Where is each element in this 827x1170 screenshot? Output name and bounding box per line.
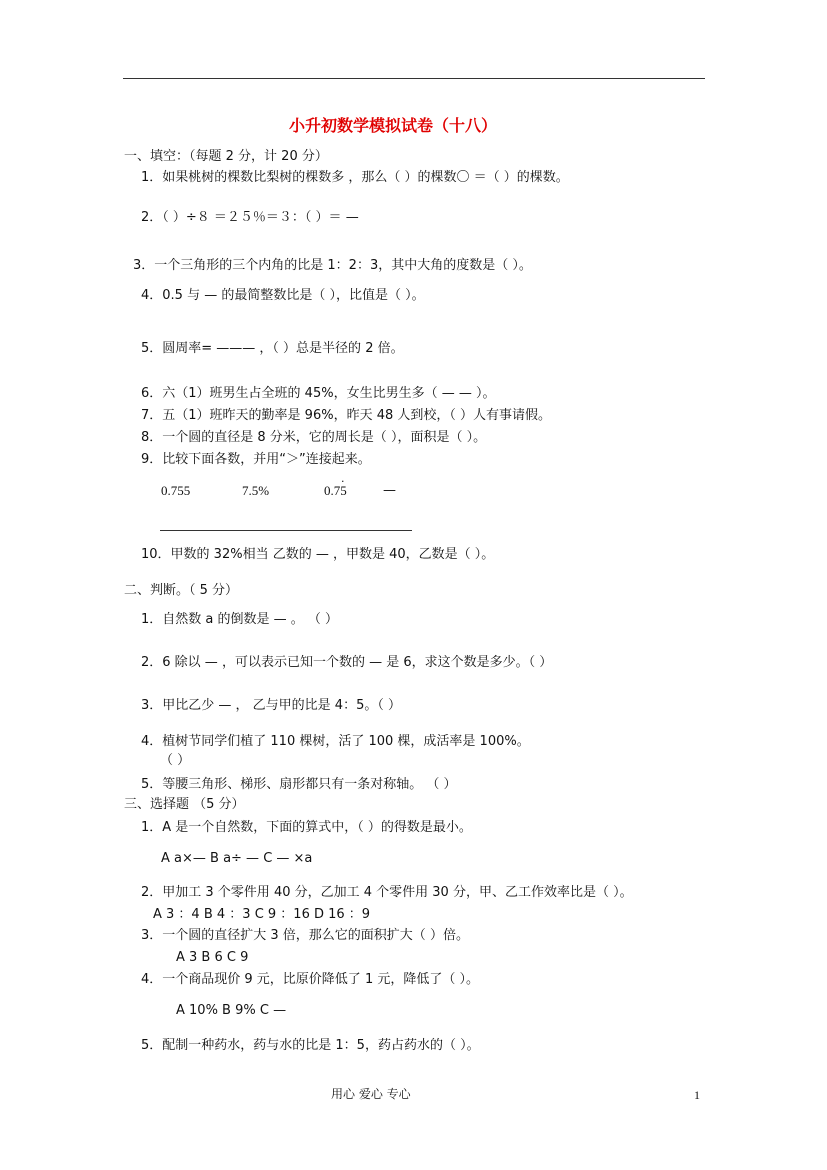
question-item: 10．甲数的 32%相当 乙数的 — ，甲数是 40，乙数是（ ）。	[141, 547, 495, 562]
answer-line	[160, 530, 412, 531]
question-item: 3．一个三角形的三个内角的比是 1：2：3，其中大角的度数是（ ）。	[133, 258, 532, 273]
answer-options: A 10% B 9% C —	[176, 1003, 287, 1018]
section-heading: 二、判断。（ 5 分）	[124, 583, 239, 598]
question-item: 8．一个圆的直径是 8 分米，它的周长是（ ），面积是（ ）。	[141, 430, 487, 445]
question-item: 5．等腰三角形、梯形、扇形都只有一条对称轴。 （ ）	[141, 777, 457, 792]
answer-options: A 3 B 6 C 9	[176, 950, 249, 965]
footer-text: 用心 爱心 专心	[331, 1087, 411, 1101]
compare-value-c: 0.75	[324, 483, 347, 498]
question-item: 1．如果桃树的棵数比梨树的棵数多 ，那么（ ）的棵数〇 ＝（ ）的棵数。	[141, 170, 569, 185]
question-item: 5．配制一种药水，药与水的比是 1：5，药占药水的（ ）。	[141, 1038, 480, 1053]
answer-options: A 3 ：4 B 4 ：3 C 9 ：16 D 16 ：9	[153, 907, 371, 922]
question-item: 6．六（1）班男生占全班的 45%，女生比男生多（ — — ）。	[141, 386, 496, 401]
section-heading: 三、选择题 （5 分）	[124, 797, 245, 812]
answer-options: A a×— B a÷ — C — ×a	[161, 851, 313, 866]
question-item: 4．植树节同学们植了 110 棵树，活了 100 棵，成活率是 100%。	[141, 734, 530, 749]
repeating-dot: .	[341, 472, 345, 485]
compare-value-b: 7.5%	[242, 483, 270, 498]
question-item: （ ）	[160, 753, 191, 768]
question-item: 2．（ ）÷８ ＝２５％＝３：（ ）＝ —	[141, 210, 359, 225]
question-item: 1．自然数 a 的倒数是 — 。 （ ）	[141, 612, 339, 627]
question-item: 1．A 是一个自然数，下面的算式中，（ ）的得数是最小。	[141, 820, 472, 835]
compare-value-d: —	[383, 483, 396, 498]
question-item: 2．6 除以 — ，可以表示已知一个数的 — 是 6，求这个数是多少。（ ）	[141, 655, 553, 670]
section-heading: 一、填空：（每题 2 分，计 20 分）	[124, 149, 328, 164]
question-item: 4．一个商品现价 9 元，比原价降低了 1 元，降低了（ ）。	[141, 972, 479, 987]
question-item: 7．五（1）班昨天的勤率是 96%，昨天 48 人到校，（ ）人有事请假。	[141, 408, 552, 423]
question-item: 4．0.5 与 — 的最简整数比是（ ），比值是（ ）。	[141, 288, 425, 303]
page-title: 小升初数学模拟试卷（十八）	[289, 116, 498, 135]
question-item: 5．圆周率= ——— ，（ ）总是半径的 2 倍。	[141, 341, 404, 356]
compare-value-a: 0.755	[161, 483, 191, 498]
question-item: 9．比较下面各数，并用“＞”连接起来。	[141, 452, 371, 467]
question-item: 3．甲比乙少 — ， 乙与甲的比是 4：5。（ ）	[141, 698, 401, 713]
question-item: 2．甲加工 3 个零件用 40 分，乙加工 4 个零件用 30 分，甲、乙工作效率比是（ ）。	[141, 885, 633, 900]
page-number: 1	[694, 1088, 700, 1102]
header-rule	[123, 78, 705, 79]
question-item: 3．一个圆的直径扩大 3 倍，那么它的面积扩大（ ）倍。	[141, 928, 469, 943]
